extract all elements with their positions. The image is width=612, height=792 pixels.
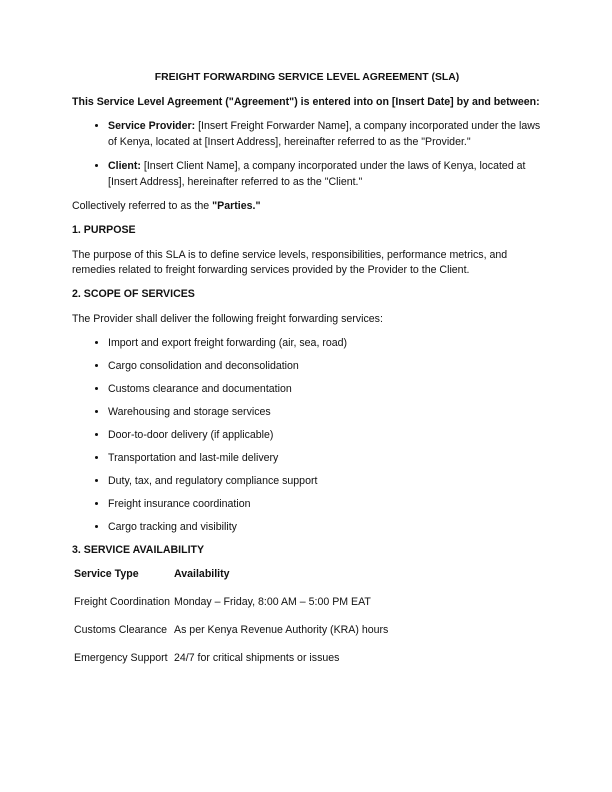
party-item xyxy=(108,159,542,190)
party-text: [Insert Client Name], a company incorporated under the laws of Kenya, located at [Insert Address], hereinafter referred to as the "Client." xyxy=(108,160,526,188)
list-item: • Warehousing and storage services xyxy=(108,405,542,420)
table-row xyxy=(74,651,392,679)
list-item: • Duty, tax, and regulatory compliance support xyxy=(108,474,542,489)
party-label: Service Provider: xyxy=(108,120,196,133)
intro-paragraph: This Service Level Agreement ("Agreement") is entered into on [Insert Date] by and between: xyxy=(72,96,540,109)
list-item: • Freight insurance coordination xyxy=(108,497,542,512)
table-row xyxy=(74,623,392,651)
list-item: • Transportation and last-mile delivery xyxy=(108,451,542,466)
section-heading-purpose: 1. PURPOSE xyxy=(72,224,136,237)
table-cell: Monday – Friday, 8:00 AM – 5:00 PM EAT xyxy=(174,595,371,608)
table-row xyxy=(74,595,392,623)
table-cell: 24/7 for critical shipments or issues xyxy=(174,651,340,664)
column-header: Service Type xyxy=(74,567,139,580)
list-item: • Import and export freight forwarding (air, sea, road) xyxy=(108,336,542,351)
list-item: • Cargo tracking and visibility xyxy=(108,520,542,535)
document-title: FREIGHT FORWARDING SERVICE LEVEL AGREEMENT (SLA) xyxy=(154,72,460,83)
party-text: [Insert Freight Forwarder Name], a company incorporated under the laws of Kenya, located at [Insert Address], hereinafter referred to as the "Provider." xyxy=(108,120,541,148)
purpose-paragraph: The purpose of this SLA is to define service levels, responsibilities, performance metrics, and remedies related to freight forwarding services provided by the Provider to the Client. xyxy=(72,248,508,276)
list-item: • Door-to-door delivery (if applicable) xyxy=(108,428,542,443)
collective-bold: "Parties." xyxy=(212,199,261,212)
section-heading-scope: 2. SCOPE OF SERVICES xyxy=(72,288,195,301)
collective-prefix: Collectively referred to as the xyxy=(72,199,213,212)
party-label: Client: xyxy=(108,160,141,173)
table-cell: Customs Clearance xyxy=(74,623,168,636)
parties-list xyxy=(72,119,542,189)
column-header: Availability xyxy=(174,567,230,580)
table-header-row xyxy=(74,567,392,595)
services-list xyxy=(72,336,542,535)
scope-intro: The Provider shall deliver the following freight forwarding services: xyxy=(72,312,383,325)
party-item xyxy=(108,119,542,150)
collective-paragraph xyxy=(72,199,542,214)
section-heading-availability: 3. SERVICE AVAILABILITY xyxy=(72,543,205,556)
availability-table xyxy=(74,567,392,679)
list-item: • Cargo consolidation and deconsolidation xyxy=(108,359,542,374)
table-cell: Freight Coordination xyxy=(74,595,170,608)
list-item: • Customs clearance and documentation xyxy=(108,382,542,397)
table-cell: As per Kenya Revenue Authority (KRA) hours xyxy=(174,623,389,636)
table-cell: Emergency Support xyxy=(74,651,168,664)
